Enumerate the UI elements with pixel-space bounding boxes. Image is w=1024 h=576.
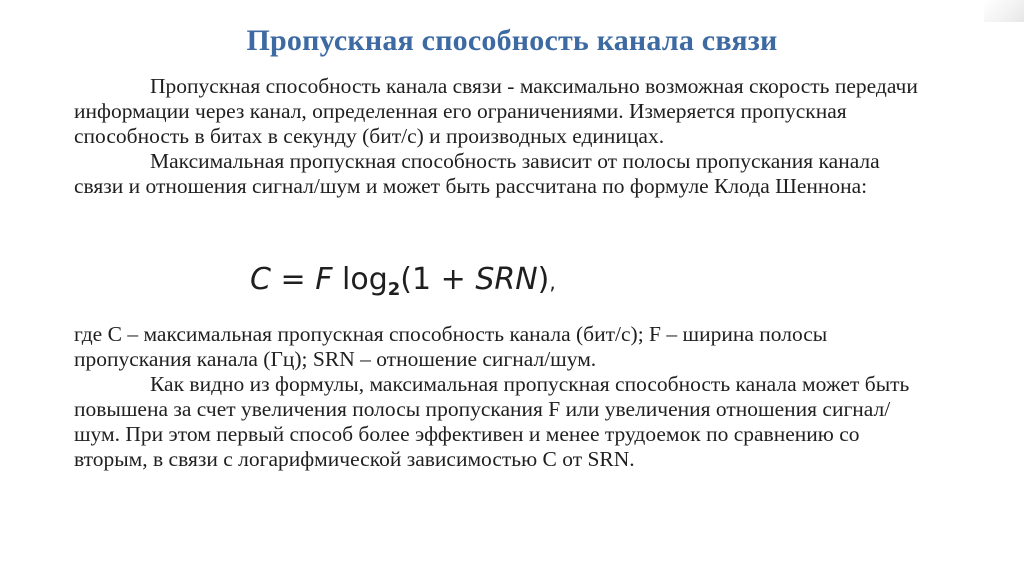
formula-comma: , bbox=[549, 270, 556, 294]
formula-open-paren: ( bbox=[400, 262, 412, 297]
slide-title: Пропускная способность канала связи bbox=[246, 24, 778, 57]
shannon-formula bbox=[250, 262, 556, 300]
formula-bandwidth-symbol: F bbox=[315, 262, 333, 297]
formula-plus: + bbox=[440, 262, 466, 297]
formula-log-base: 2 bbox=[387, 279, 401, 300]
intro-text-block bbox=[74, 74, 934, 199]
formula-log: log bbox=[342, 262, 388, 297]
explanation-text-block bbox=[74, 322, 934, 472]
page-corner-shadow bbox=[984, 0, 1024, 22]
formula-equals: = bbox=[280, 262, 306, 297]
shannon-intro-paragraph: Максимальная пропускная способность зависит от полосы пропускания канала связи и отношения сигнал/шум и может быть рассчитана по формуле Клода Шеннона: bbox=[74, 149, 880, 198]
formula-srn-symbol: SRN bbox=[475, 262, 538, 297]
formula-capacity-symbol: C bbox=[250, 262, 271, 297]
formula-one: 1 bbox=[411, 262, 432, 297]
conclusion-paragraph: Как видно из формулы, максимальная пропускная способность канала может быть повышена за счет увеличения полосы пропускания F или увеличения отношения сигнал/шум. При этом первый способ более эффективен и менее трудоемок по сравнению со вторым, в связи с логарифмической зависимостью С от SRN. bbox=[74, 372, 910, 471]
definition-paragraph: Пропускная способность канала связи - максимально возможная скорость передачи информации через канал, определенная его ограничениями. Измеряется пропускная способность в битах в секунду (бит/с) и производных единицах. bbox=[74, 74, 918, 148]
formula-close-paren: ) bbox=[537, 262, 550, 297]
variables-paragraph: где С – максимальная пропускная способность канала (бит/с); F – ширина полосы пропускания канала (Гц); SRN – отношение сигнал/шум. bbox=[74, 322, 828, 371]
